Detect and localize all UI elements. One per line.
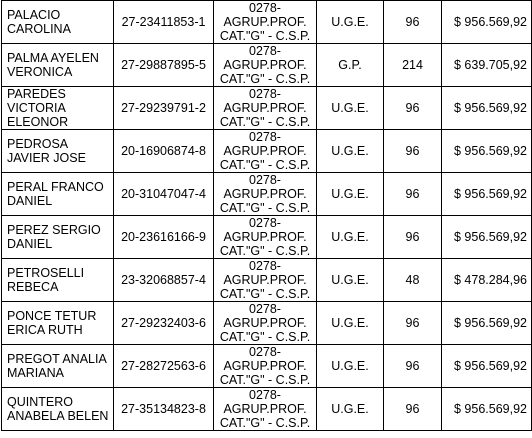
table-body [2,1,532,431]
category-cell [214,388,317,431]
unit-cell: G.P. [317,44,384,87]
unit-cell: U.G.E. [317,259,384,302]
cuit-cell: 23-32068857-4 [114,259,214,302]
amount-cell: $ 956.569,92 [442,1,532,44]
category-line: CAT."G" - C.S.P. [219,201,311,215]
amount-cell: $ 478.284,96 [442,259,532,302]
category-line: CAT."G" - C.S.P. [219,158,311,172]
category-cell [214,259,317,302]
unit-cell: U.G.E. [317,216,384,259]
amount-cell: $ 956.569,92 [442,130,532,173]
table-row [2,302,532,345]
table-row [2,173,532,216]
amount-cell: $ 956.569,92 [442,216,532,259]
category-line: CAT."G" - C.S.P. [219,330,311,344]
cuit-cell: 27-28272563-6 [114,345,214,388]
category-line: CAT."G" - C.S.P. [219,373,311,387]
unit-cell: U.G.E. [317,87,384,130]
employee-name-cell: PONCE TETUR ERICA RUTH [2,302,114,345]
category-cell [214,87,317,130]
employee-name-cell: PALACIO CAROLINA [2,1,114,44]
cuit-cell: 20-31047047-4 [114,173,214,216]
hours-cell: 96 [384,302,442,345]
category-cell [214,173,317,216]
table-row [2,87,532,130]
category-line: CAT."G" - C.S.P. [219,72,311,86]
category-line: 0278- [249,87,281,101]
personnel-table [1,0,532,431]
hours-cell: 96 [384,130,442,173]
employee-name-cell: PEDROSA JAVIER JOSE [2,130,114,173]
category-line: 0278- [249,44,281,58]
amount-cell: $ 956.569,92 [442,345,532,388]
unit-cell: U.G.E. [317,388,384,431]
hours-cell: 96 [384,1,442,44]
table-row [2,345,532,388]
hours-cell: 48 [384,259,442,302]
employee-name-cell: PALMA AYELEN VERONICA [2,44,114,87]
category-cell [214,345,317,388]
amount-cell: $ 956.569,92 [442,302,532,345]
cuit-cell: 27-29232403-6 [114,302,214,345]
category-line: AGRUP.PROF. [223,230,307,244]
unit-cell: U.G.E. [317,1,384,44]
hours-cell: 96 [384,173,442,216]
category-line: AGRUP.PROF. [223,316,307,330]
unit-cell: U.G.E. [317,173,384,216]
employee-name-cell: PERAL FRANCO DANIEL [2,173,114,216]
category-line: CAT."G" - C.S.P. [219,416,311,430]
category-line: CAT."G" - C.S.P. [219,115,311,129]
category-line: AGRUP.PROF. [223,187,307,201]
category-line: 0278- [249,216,281,230]
table-row [2,130,532,173]
employee-name-cell: PEREZ SERGIO DANIEL [2,216,114,259]
category-line: CAT."G" - C.S.P. [219,287,311,301]
hours-cell: 96 [384,345,442,388]
cuit-cell: 27-29887895-5 [114,44,214,87]
cuit-cell: 20-23616166-9 [114,216,214,259]
category-line: AGRUP.PROF. [223,15,307,29]
category-cell [214,302,317,345]
employee-name-cell: PETROSELLI REBECA [2,259,114,302]
category-line: 0278- [249,388,281,402]
employee-name-cell: PREGOT ANALIA MARIANA [2,345,114,388]
cuit-cell: 20-16906874-8 [114,130,214,173]
table-row [2,388,532,431]
category-line: 0278- [249,1,281,15]
category-line: CAT."G" - C.S.P. [219,244,311,258]
unit-cell: U.G.E. [317,345,384,388]
employee-name-cell: QUINTERO ANABELA BELEN [2,388,114,431]
table-row [2,1,532,44]
hours-cell: 96 [384,87,442,130]
amount-cell: $ 956.569,92 [442,173,532,216]
unit-cell: U.G.E. [317,302,384,345]
cuit-cell: 27-29239791-2 [114,87,214,130]
category-line: AGRUP.PROF. [223,58,307,72]
category-line: AGRUP.PROF. [223,402,307,416]
category-line: 0278- [249,345,281,359]
amount-cell: $ 639.705,92 [442,44,532,87]
category-line: AGRUP.PROF. [223,359,307,373]
amount-cell: $ 956.569,92 [442,87,532,130]
unit-cell: U.G.E. [317,130,384,173]
employee-name-cell: PAREDES VICTORIA ELEONOR [2,87,114,130]
category-line: 0278- [249,130,281,144]
category-line: AGRUP.PROF. [223,144,307,158]
category-cell [214,44,317,87]
table-row [2,259,532,302]
cuit-cell: 27-23411853-1 [114,1,214,44]
hours-cell: 214 [384,44,442,87]
table-row [2,44,532,87]
category-line: AGRUP.PROF. [223,101,307,115]
category-line: CAT."G" - C.S.P. [219,29,311,43]
category-line: 0278- [249,302,281,316]
category-line: 0278- [249,259,281,273]
category-line: AGRUP.PROF. [223,273,307,287]
category-cell [214,130,317,173]
table-row [2,216,532,259]
hours-cell: 96 [384,388,442,431]
cuit-cell: 27-35134823-8 [114,388,214,431]
category-cell [214,216,317,259]
category-cell [214,1,317,44]
category-line: 0278- [249,173,281,187]
amount-cell: $ 956.569,92 [442,388,532,431]
hours-cell: 96 [384,216,442,259]
